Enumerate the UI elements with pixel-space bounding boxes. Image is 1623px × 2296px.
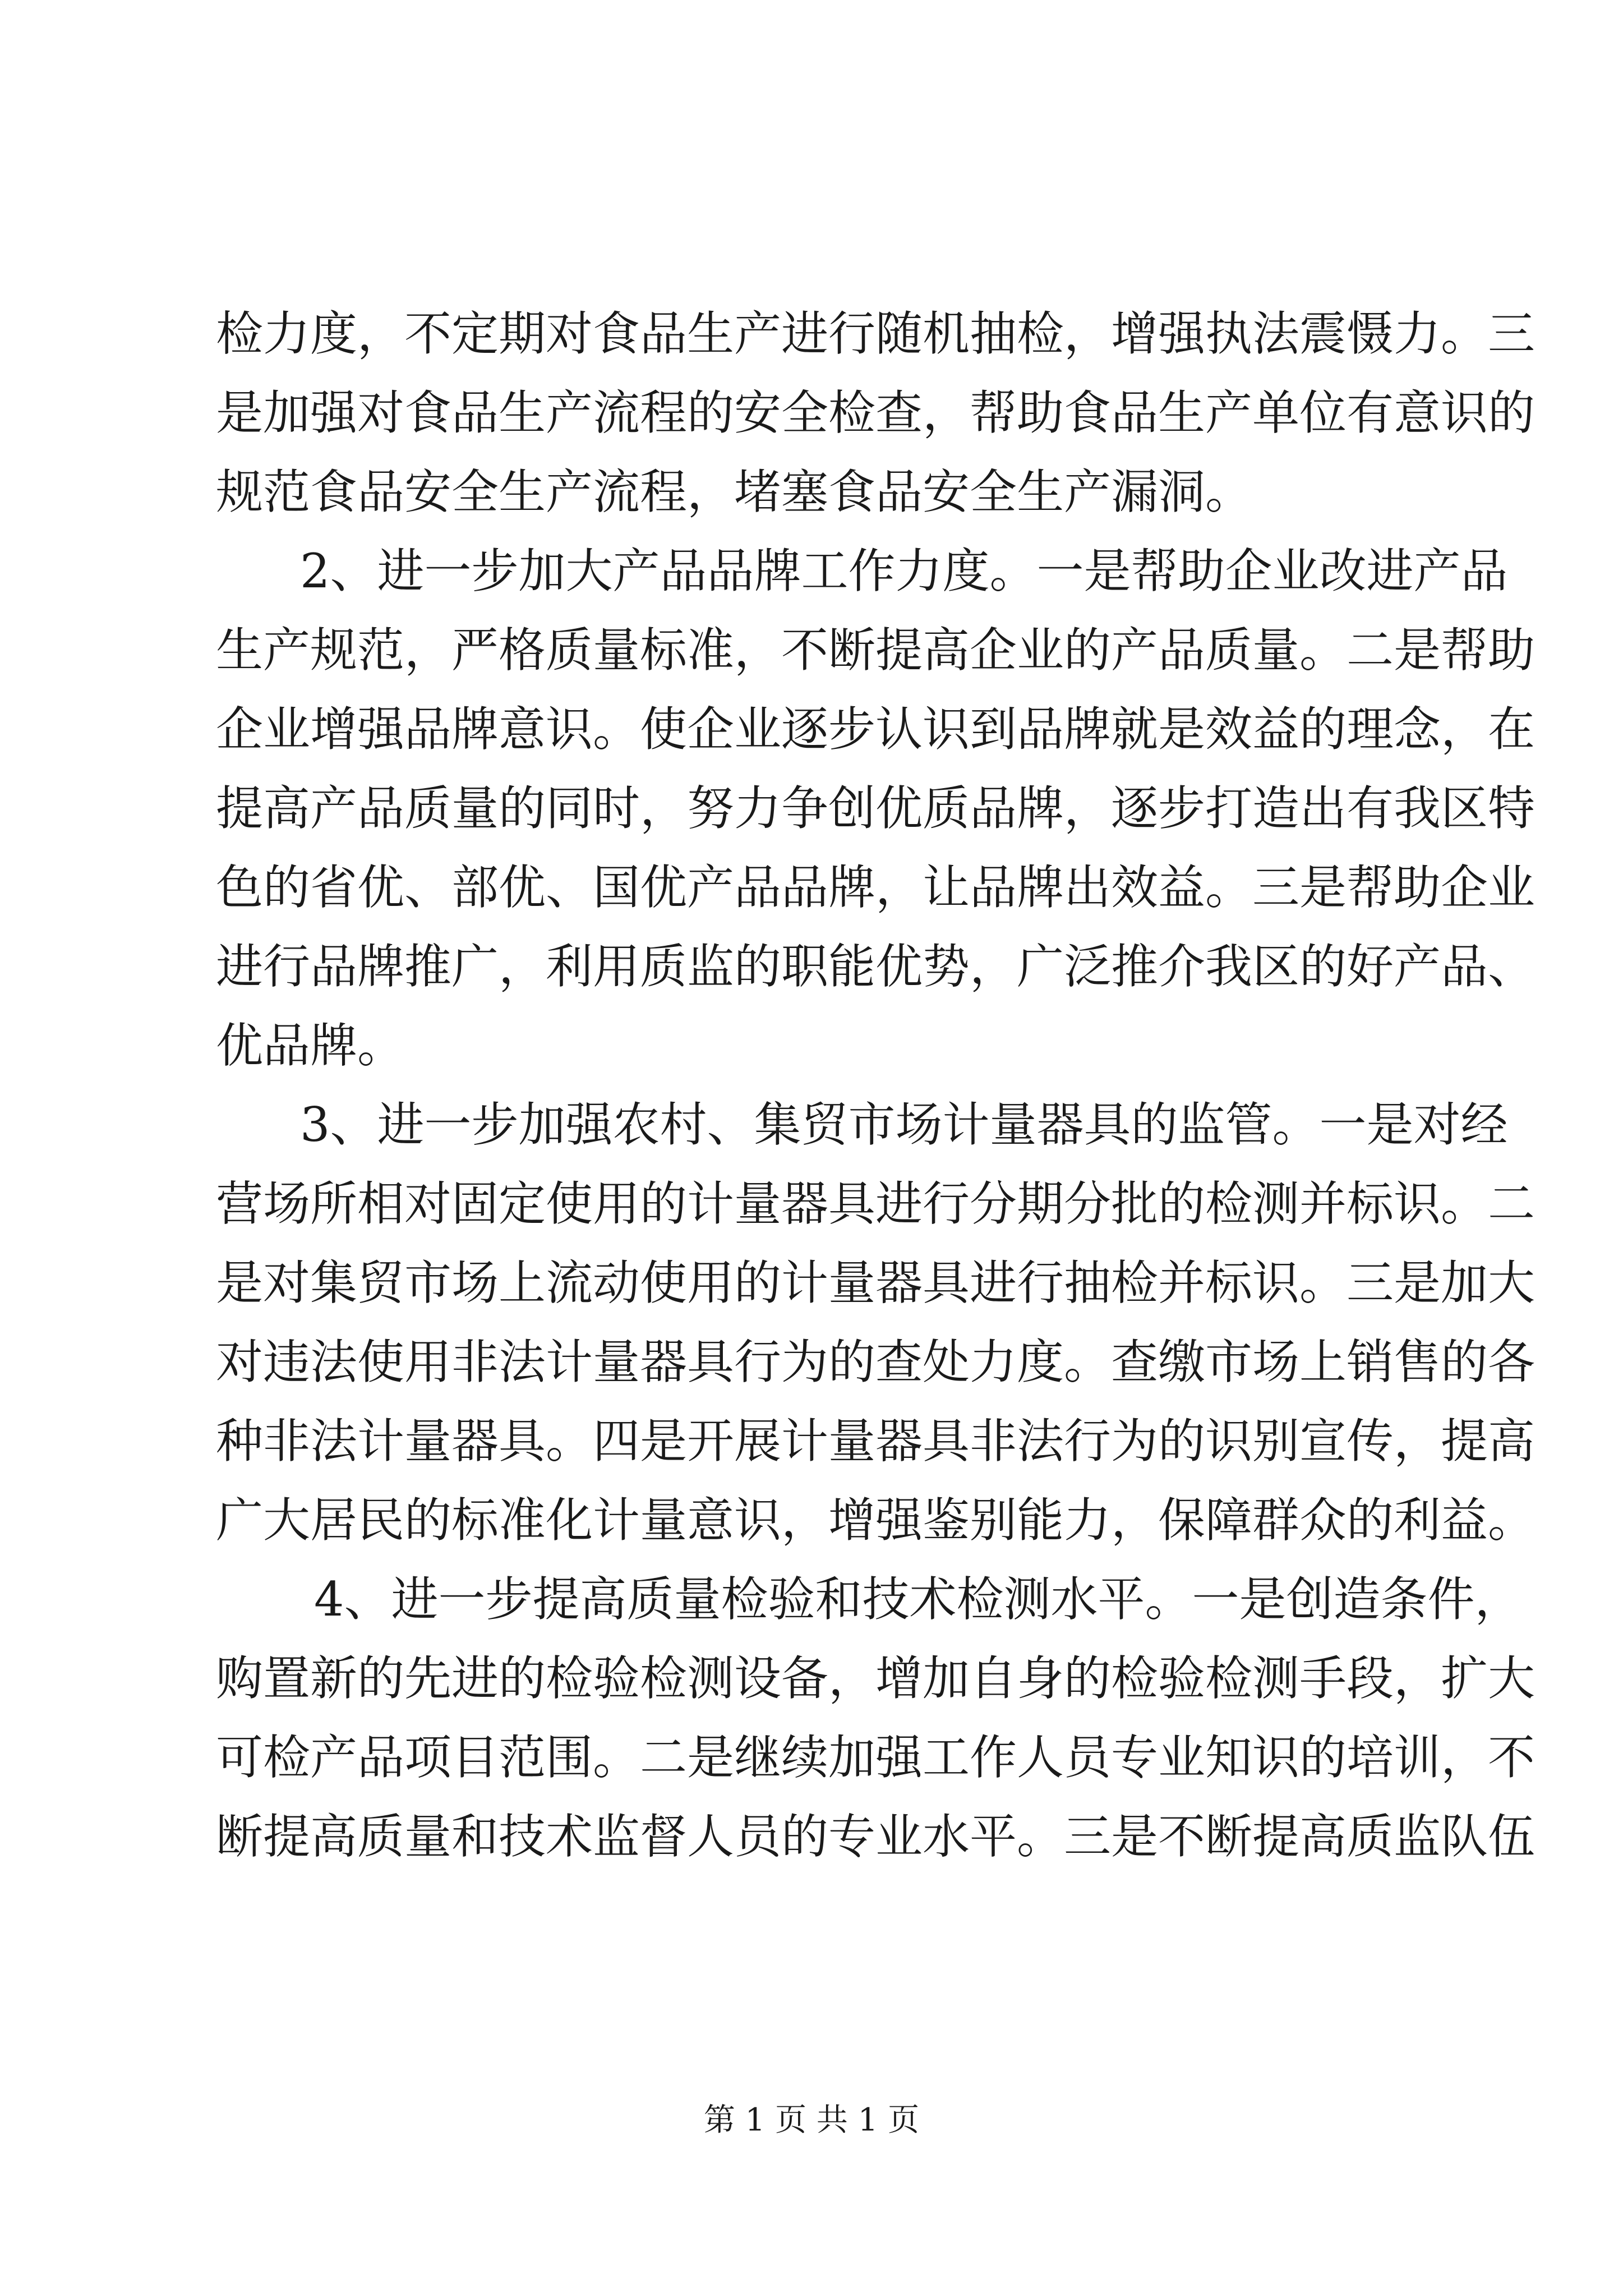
text-line: 营场所相对固定使用的计量器具进行分期分批的检测并标识。二 — [216, 1176, 1536, 1231]
text-line: 提高产品质量的同时，努力争创优质品牌，逐步打造出有我区特 — [216, 781, 1536, 836]
text-line: 可检产品项目范围。二是继续加强工作人员专业知识的培训，不 — [216, 1730, 1536, 1785]
paragraph-start-line: 4、进一步提高质量检验和技术检测水平。一是创造条件， — [314, 1572, 1522, 1627]
text-line: 种非法计量器具。四是开展计量器具非法行为的识别宣传，提高 — [216, 1414, 1536, 1469]
text-line: 对违法使用非法计量器具行为的查处力度。查缴市场上销售的各 — [216, 1335, 1536, 1389]
text-line: 企业增强品牌意识。使企业逐步认识到品牌就是效益的理念，在 — [216, 702, 1536, 757]
text-line: 进行品牌推广，利用质监的职能优势，广泛推介我区的好产品、 — [216, 939, 1536, 994]
text-line: 优品牌。 — [216, 1018, 405, 1073]
text-line: 是对集贸市场上流动使用的计量器具进行抽检并标识。三是加大 — [216, 1255, 1536, 1310]
text-line: 色的省优、部优、国优产品品牌，让品牌出效益。三是帮助企业 — [216, 860, 1536, 915]
page-number-footer: 第 1 页 共 1 页 — [703, 2102, 920, 2138]
text-line: 广大居民的标准化计量意识，增强鉴别能力，保障群众的利益。 — [216, 1493, 1536, 1548]
text-line: 规范食品安全生产流程，堵塞食品安全生产漏洞。 — [216, 464, 1253, 519]
paragraph-start-line: 2、进一步加大产品品牌工作力度。一是帮助企业改进产品 — [300, 544, 1508, 599]
text-line: 购置新的先进的检验检测设备，增加自身的检验检测手段，扩大 — [216, 1651, 1536, 1706]
text-line: 生产规范，严格质量标准，不断提高企业的产品质量。二是帮助 — [216, 623, 1536, 678]
text-line: 是加强对食品生产流程的安全检查，帮助食品生产单位有意识的 — [216, 385, 1536, 440]
text-line: 断提高质量和技术监督人员的专业水平。三是不断提高质监队伍 — [216, 1809, 1536, 1864]
paragraph-start-line: 3、进一步加强农村、集贸市场计量器具的监管。一是对经 — [300, 1097, 1508, 1152]
text-line: 检力度，不定期对食品生产进行随机抽检，增强执法震慑力。三 — [216, 306, 1536, 361]
